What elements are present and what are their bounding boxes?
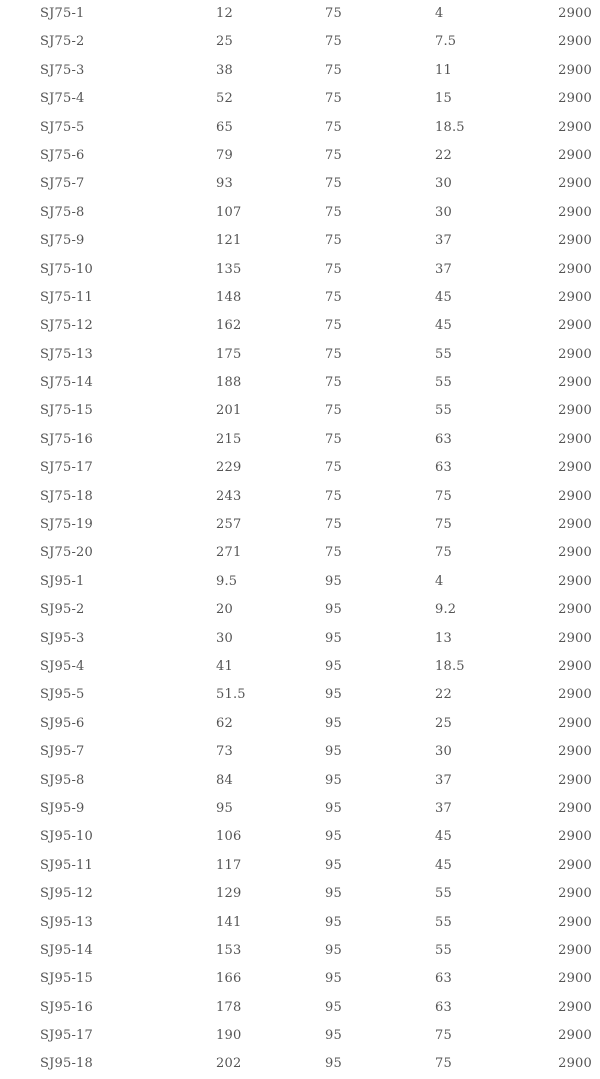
table-row	[0, 681, 600, 709]
speed-cell: 2900	[558, 744, 592, 760]
power-cell: 45	[435, 829, 452, 845]
table-row	[0, 625, 600, 653]
model-cell: SJ75-13	[40, 346, 93, 362]
flow-cell: 202	[216, 1056, 242, 1072]
stage-cell: 75	[325, 34, 342, 50]
flow-cell: 106	[216, 829, 242, 845]
stage-cell: 95	[325, 1056, 342, 1072]
flow-cell: 175	[216, 346, 242, 362]
table-row	[0, 965, 600, 993]
power-cell: 30	[435, 744, 452, 760]
stage-cell: 75	[325, 545, 342, 561]
table-row	[0, 227, 600, 255]
model-cell: SJ75-18	[40, 488, 93, 504]
flow-cell: 41	[216, 658, 233, 674]
speed-cell: 2900	[558, 204, 592, 220]
table-row	[0, 511, 600, 539]
stage-cell: 75	[325, 460, 342, 476]
table-row	[0, 738, 600, 766]
flow-cell: 229	[216, 460, 242, 476]
stage-cell: 95	[325, 942, 342, 958]
table-row	[0, 341, 600, 369]
speed-cell: 2900	[558, 91, 592, 107]
model-cell: SJ75-3	[40, 62, 85, 78]
table-row	[0, 596, 600, 624]
power-cell: 30	[435, 204, 452, 220]
power-cell: 75	[435, 488, 452, 504]
model-cell: SJ95-6	[40, 715, 85, 731]
power-cell: 63	[435, 999, 452, 1015]
flow-cell: 135	[216, 261, 242, 277]
power-cell: 55	[435, 375, 452, 391]
model-cell: SJ75-20	[40, 545, 93, 561]
speed-cell: 2900	[558, 829, 592, 845]
flow-cell: 129	[216, 886, 242, 902]
table-row	[0, 369, 600, 397]
stage-cell: 75	[325, 62, 342, 78]
table-row	[0, 852, 600, 880]
stage-cell: 95	[325, 602, 342, 618]
speed-cell: 2900	[558, 602, 592, 618]
flow-cell: 166	[216, 971, 242, 987]
power-cell: 4	[435, 573, 444, 589]
table-row	[0, 312, 600, 340]
model-cell: SJ95-16	[40, 999, 93, 1015]
flow-cell: 141	[216, 914, 242, 930]
stage-cell: 75	[325, 346, 342, 362]
speed-cell: 2900	[558, 460, 592, 476]
model-cell: SJ75-17	[40, 460, 93, 476]
flow-cell: 188	[216, 375, 242, 391]
table-row	[0, 85, 600, 113]
power-cell: 55	[435, 403, 452, 419]
table-row	[0, 539, 600, 567]
model-cell: SJ75-9	[40, 233, 85, 249]
stage-cell: 95	[325, 687, 342, 703]
flow-cell: 153	[216, 942, 242, 958]
speed-cell: 2900	[558, 715, 592, 731]
speed-cell: 2900	[558, 488, 592, 504]
stage-cell: 75	[325, 431, 342, 447]
flow-cell: 201	[216, 403, 242, 419]
speed-cell: 2900	[558, 375, 592, 391]
model-cell: SJ75-5	[40, 119, 85, 135]
flow-cell: 93	[216, 176, 233, 192]
speed-cell: 2900	[558, 999, 592, 1015]
speed-cell: 2900	[558, 1028, 592, 1044]
speed-cell: 2900	[558, 261, 592, 277]
flow-cell: 257	[216, 517, 242, 533]
model-cell: SJ95-5	[40, 687, 85, 703]
table-row	[0, 568, 600, 596]
model-cell: SJ75-10	[40, 261, 93, 277]
model-cell: SJ75-4	[40, 91, 85, 107]
table-row	[0, 653, 600, 681]
stage-cell: 75	[325, 289, 342, 305]
model-cell: SJ95-4	[40, 658, 85, 674]
model-cell: SJ75-8	[40, 204, 85, 220]
power-cell: 75	[435, 1028, 452, 1044]
table-row	[0, 909, 600, 937]
power-cell: 30	[435, 176, 452, 192]
speed-cell: 2900	[558, 914, 592, 930]
flow-cell: 20	[216, 602, 233, 618]
speed-cell: 2900	[558, 687, 592, 703]
stage-cell: 75	[325, 119, 342, 135]
stage-cell: 75	[325, 147, 342, 163]
speed-cell: 2900	[558, 800, 592, 816]
flow-cell: 117	[216, 857, 242, 873]
model-cell: SJ95-15	[40, 971, 93, 987]
table-row	[0, 1022, 600, 1050]
power-cell: 25	[435, 715, 452, 731]
speed-cell: 2900	[558, 573, 592, 589]
flow-cell: 9.5	[216, 573, 238, 589]
power-cell: 75	[435, 517, 452, 533]
stage-cell: 75	[325, 233, 342, 249]
stage-cell: 95	[325, 999, 342, 1015]
speed-cell: 2900	[558, 942, 592, 958]
model-cell: SJ95-3	[40, 630, 85, 646]
power-cell: 9.2	[435, 602, 457, 618]
power-cell: 55	[435, 942, 452, 958]
speed-cell: 2900	[558, 119, 592, 135]
stage-cell: 95	[325, 630, 342, 646]
power-cell: 45	[435, 289, 452, 305]
speed-cell: 2900	[558, 34, 592, 50]
power-cell: 55	[435, 346, 452, 362]
power-cell: 4	[435, 6, 444, 21]
model-cell: SJ95-8	[40, 772, 85, 788]
flow-cell: 79	[216, 147, 233, 163]
speed-cell: 2900	[558, 6, 592, 21]
power-cell: 63	[435, 431, 452, 447]
stage-cell: 95	[325, 573, 342, 589]
flow-cell: 25	[216, 34, 233, 50]
table-row	[0, 1050, 600, 1078]
power-cell: 75	[435, 545, 452, 561]
flow-cell: 148	[216, 289, 242, 305]
table-row	[0, 880, 600, 908]
model-cell: SJ95-10	[40, 829, 93, 845]
model-cell: SJ95-13	[40, 914, 93, 930]
power-cell: 11	[435, 62, 452, 78]
speed-cell: 2900	[558, 176, 592, 192]
table-row	[0, 426, 600, 454]
stage-cell: 75	[325, 176, 342, 192]
table-row	[0, 397, 600, 425]
model-cell: SJ75-12	[40, 318, 93, 334]
flow-cell: 84	[216, 772, 233, 788]
power-cell: 63	[435, 971, 452, 987]
stage-cell: 95	[325, 772, 342, 788]
stage-cell: 95	[325, 800, 342, 816]
table-row	[0, 0, 600, 28]
power-cell: 15	[435, 91, 452, 107]
flow-cell: 51.5	[216, 687, 246, 703]
power-cell: 37	[435, 233, 452, 249]
speed-cell: 2900	[558, 772, 592, 788]
speed-cell: 2900	[558, 857, 592, 873]
table-row	[0, 994, 600, 1022]
flow-cell: 62	[216, 715, 233, 731]
power-cell: 7.5	[435, 34, 457, 50]
model-cell: SJ75-2	[40, 34, 85, 50]
stage-cell: 95	[325, 886, 342, 902]
model-cell: SJ75-6	[40, 147, 85, 163]
speed-cell: 2900	[558, 346, 592, 362]
stage-cell: 95	[325, 829, 342, 845]
model-cell: SJ75-16	[40, 431, 93, 447]
table-row	[0, 114, 600, 142]
power-cell: 55	[435, 914, 452, 930]
model-cell: SJ95-14	[40, 942, 93, 958]
stage-cell: 75	[325, 91, 342, 107]
flow-cell: 38	[216, 62, 233, 78]
table-row	[0, 767, 600, 795]
flow-cell: 121	[216, 233, 242, 249]
table-row	[0, 937, 600, 965]
speed-cell: 2900	[558, 886, 592, 902]
power-cell: 63	[435, 460, 452, 476]
stage-cell: 75	[325, 403, 342, 419]
flow-cell: 190	[216, 1028, 242, 1044]
model-cell: SJ75-15	[40, 403, 93, 419]
speed-cell: 2900	[558, 233, 592, 249]
flow-cell: 65	[216, 119, 233, 135]
speed-cell: 2900	[558, 62, 592, 78]
power-cell: 55	[435, 886, 452, 902]
model-cell: SJ75-7	[40, 176, 85, 192]
stage-cell: 95	[325, 715, 342, 731]
stage-cell: 95	[325, 1028, 342, 1044]
stage-cell: 95	[325, 744, 342, 760]
table-row	[0, 823, 600, 851]
stage-cell: 95	[325, 658, 342, 674]
stage-cell: 95	[325, 914, 342, 930]
power-cell: 37	[435, 772, 452, 788]
model-cell: SJ95-17	[40, 1028, 93, 1044]
flow-cell: 243	[216, 488, 242, 504]
stage-cell: 75	[325, 204, 342, 220]
stage-cell: 75	[325, 375, 342, 391]
model-cell: SJ75-19	[40, 517, 93, 533]
speed-cell: 2900	[558, 289, 592, 305]
flow-cell: 12	[216, 6, 233, 21]
flow-cell: 107	[216, 204, 242, 220]
model-cell: SJ95-9	[40, 800, 85, 816]
speed-cell: 2900	[558, 658, 592, 674]
model-cell: SJ75-1	[40, 6, 85, 21]
table-row	[0, 795, 600, 823]
stage-cell: 75	[325, 261, 342, 277]
flow-cell: 178	[216, 999, 242, 1015]
stage-cell: 95	[325, 971, 342, 987]
speed-cell: 2900	[558, 630, 592, 646]
speed-cell: 2900	[558, 517, 592, 533]
model-cell: SJ95-18	[40, 1056, 93, 1072]
stage-cell: 95	[325, 857, 342, 873]
flow-cell: 162	[216, 318, 242, 334]
speed-cell: 2900	[558, 318, 592, 334]
model-cell: SJ95-7	[40, 744, 85, 760]
power-cell: 18.5	[435, 658, 465, 674]
table-row	[0, 284, 600, 312]
power-cell: 45	[435, 318, 452, 334]
flow-cell: 271	[216, 545, 242, 561]
speed-cell: 2900	[558, 431, 592, 447]
table-row	[0, 710, 600, 738]
power-cell: 37	[435, 261, 452, 277]
stage-cell: 75	[325, 318, 342, 334]
model-cell: SJ75-11	[40, 289, 93, 305]
stage-cell: 75	[325, 517, 342, 533]
table-row	[0, 28, 600, 56]
power-cell: 22	[435, 687, 452, 703]
flow-cell: 52	[216, 91, 233, 107]
table-row	[0, 483, 600, 511]
speed-cell: 2900	[558, 971, 592, 987]
flow-cell: 30	[216, 630, 233, 646]
model-cell: SJ95-2	[40, 602, 85, 618]
stage-cell: 75	[325, 6, 342, 21]
power-cell: 22	[435, 147, 452, 163]
model-cell: SJ95-12	[40, 886, 93, 902]
table-row	[0, 256, 600, 284]
flow-cell: 95	[216, 800, 233, 816]
table-row	[0, 170, 600, 198]
table-row	[0, 142, 600, 170]
power-cell: 13	[435, 630, 452, 646]
speed-cell: 2900	[558, 147, 592, 163]
power-cell: 18.5	[435, 119, 465, 135]
speed-cell: 2900	[558, 403, 592, 419]
power-cell: 75	[435, 1056, 452, 1072]
speed-cell: 2900	[558, 1056, 592, 1072]
model-cell: SJ95-11	[40, 857, 93, 873]
power-cell: 37	[435, 800, 452, 816]
stage-cell: 75	[325, 488, 342, 504]
flow-cell: 73	[216, 744, 233, 760]
model-cell: SJ95-1	[40, 573, 85, 589]
table-row	[0, 57, 600, 85]
power-cell: 45	[435, 857, 452, 873]
model-cell: SJ75-14	[40, 375, 93, 391]
flow-cell: 215	[216, 431, 242, 447]
table-row	[0, 199, 600, 227]
table-row	[0, 454, 600, 482]
speed-cell: 2900	[558, 545, 592, 561]
